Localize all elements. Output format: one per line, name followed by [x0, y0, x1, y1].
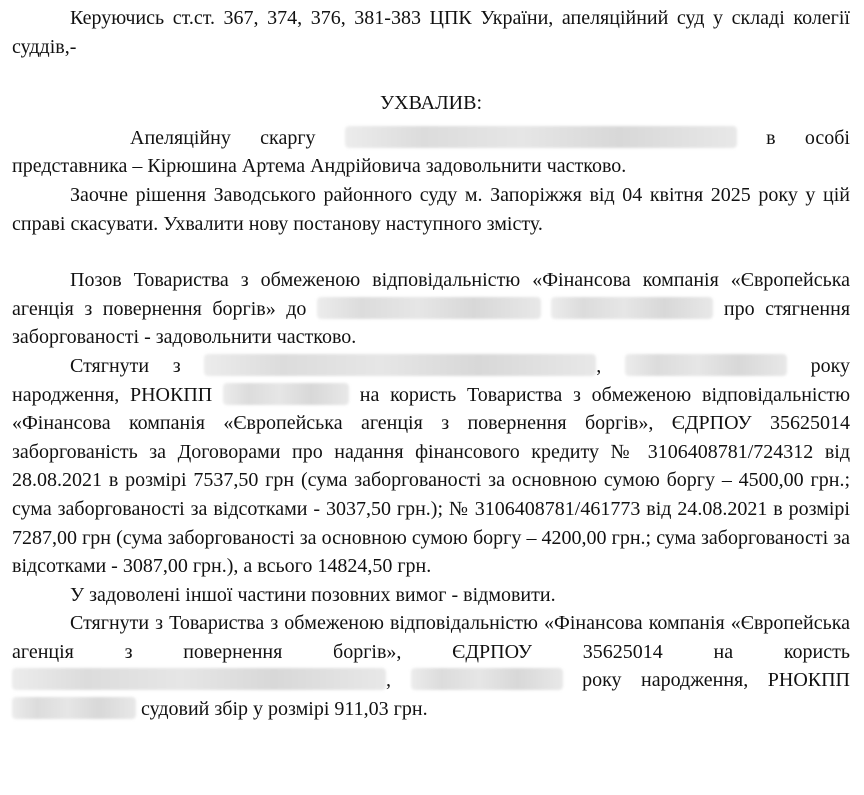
fee-text-end: судовий збір у розмірі 911,03 грн.: [141, 698, 428, 721]
decision-paragraph: Заочне рішення Заводського районного суду м. Запоріжжя від 04 квітня 2025 року у цій справі скасувати. Ухвалити нову постанову наступного змісту.: [12, 183, 850, 235]
birth-rnokpp-label: року народження, РНОКПП: [12, 354, 850, 406]
recovery-paragraph: [12, 352, 850, 581]
rejection-paragraph: У задоволені іншої частини позовних вимог - відмовити.: [70, 583, 556, 606]
redacted-birth-date: [411, 668, 563, 690]
recovery-text-end: на користь Товариства з обмеженою відповідальністю «Фінансова компанія «Європейська агенція з повернення боргів», ЄДРПОУ 35625014 заборгованість за Договорами про надання фінансового кредиту № 3106408781/724312 від 28.08.2021 в розмірі 7537,50 грн (сума заборгованості за основною сумою боргу – 4500,00 грн.; сума заборгованості за відсотками - 3037,50 грн.); № 3106408781/461773 від 24.08.2021 в розмірі 7287,00 грн (сума заборгованості за основною сумою боргу – 4200,00 грн.; сума заборгованості за відсотками - 3087,00 грн.), а всього 14824,50 грн.: [12, 383, 851, 578]
claim-text-start: Позов Товариства з обмеженою відповідальністю «Фінансова компанія «Європейська агенція з повернення боргів» до: [12, 269, 850, 320]
claim-paragraph: [12, 266, 850, 352]
spacer: [12, 61, 850, 89]
redacted-birth-date: [625, 354, 787, 376]
redacted-defendant: [317, 297, 541, 319]
court-fee-paragraph: [12, 609, 850, 723]
redacted-debtor: [204, 354, 596, 376]
intro-paragraph: Керуючись ст.ст. 367, 374, 376, 381-383 ЦПК України, апеляційний суд у складі колегії суддів,-: [12, 7, 850, 58]
appeal-text-start: Апеляційну скаргу: [130, 126, 316, 149]
appeal-paragraph: [12, 124, 850, 181]
birth-rnokpp-label: року народження, РНОКПП: [582, 669, 851, 692]
recovery-text-start: Стягнути з: [70, 354, 181, 377]
redacted-rnokpp: [12, 697, 136, 719]
redacted-rnokpp: [223, 383, 349, 405]
comma: ,: [386, 669, 391, 692]
redacted-defendant: [551, 297, 713, 319]
spacer: [12, 238, 850, 266]
redacted-name: [345, 126, 737, 148]
claim-text-end: про стягнення заборгованості - задовольнити частково.: [12, 297, 851, 349]
redacted-recipient: [12, 668, 386, 690]
ruling-heading: УХВАЛИВ:: [379, 92, 483, 115]
comma: ,: [596, 354, 602, 377]
appeal-text-end: в особі представника – Кірюшина Артема Андрійовича задовольнити частково.: [12, 126, 850, 178]
fee-text-start: Стягнути з Товариства з обмеженою відповідальністю «Фінансова компанія «Європейська агенція з повернення боргів», ЄДРПОУ 35625014 на користь: [12, 612, 850, 663]
court-ruling-document: [12, 4, 850, 724]
